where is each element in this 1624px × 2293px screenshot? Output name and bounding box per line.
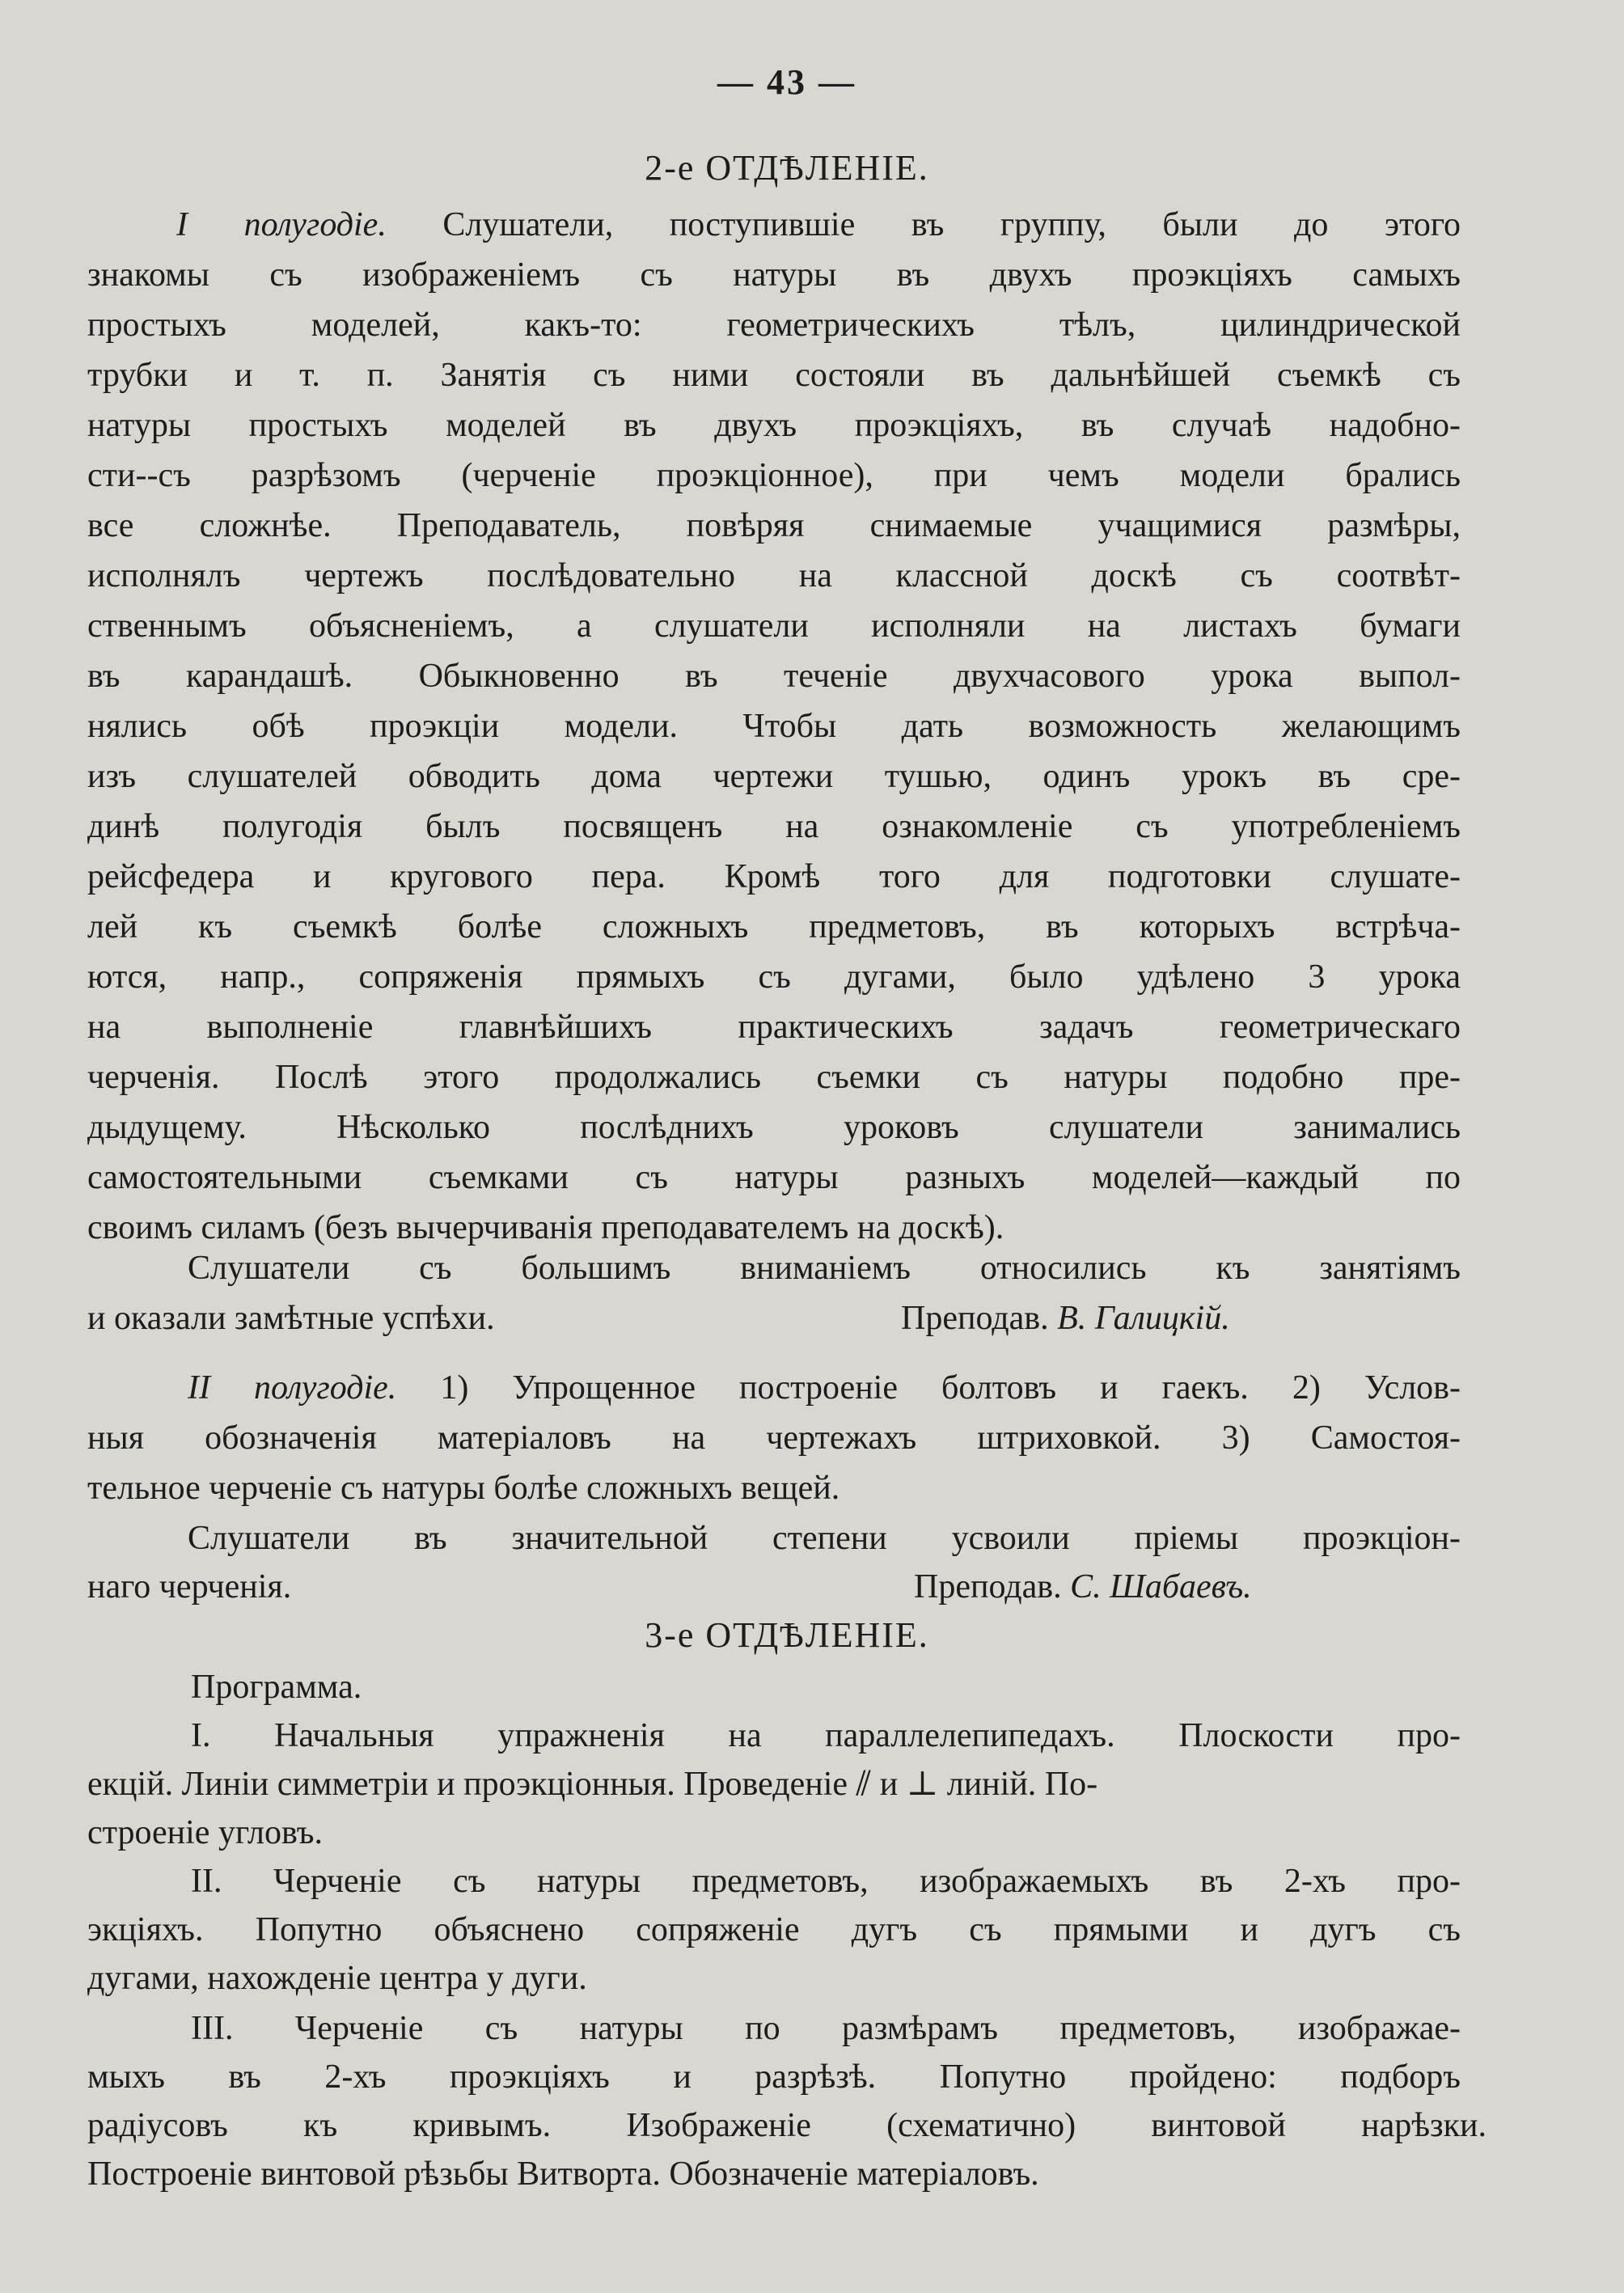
paragraph-line: знакомы съ изображеніемъ съ натуры въ двухъ проэкціяхъ самыхъ bbox=[87, 256, 1461, 294]
paragraph-line: черченія. Послѣ этого продолжались съемки съ натуры подобно пре- bbox=[87, 1059, 1461, 1096]
paragraph-line: все сложнѣе. Преподаватель, повѣряя снимаемые учащимися размѣры, bbox=[87, 507, 1461, 544]
paragraph-line: своимъ силамъ (безъ вычерчиванія преподавателемъ на доскѣ). bbox=[87, 1209, 1004, 1246]
program-item-2-line: экціяхъ. Попутно объяснено сопряженіе дугъ съ прямыми и дугъ съ bbox=[87, 1911, 1461, 1948]
program-item-2-line: II. Черченіе съ натуры предметовъ, изображаемыхъ въ 2-хъ про- bbox=[191, 1863, 1461, 1900]
paragraph-line: лей къ съемкѣ болѣе сложныхъ предметовъ, въ которыхъ встрѣча- bbox=[87, 908, 1461, 946]
paragraph-line: Слушатели съ большимъ вниманіемъ относились къ занятіямъ bbox=[188, 1250, 1461, 1287]
program-item-3-line: Построеніе винтовой рѣзьбы Витворта. Обозначеніе матеріаловъ. bbox=[87, 2156, 1039, 2193]
program-item-3-line: III. Черченіе съ натуры по размѣрамъ предметовъ, изображае- bbox=[191, 2010, 1461, 2047]
program-label: Программа. bbox=[191, 1669, 362, 1706]
signature-shabaev bbox=[914, 1563, 1480, 1611]
paragraph-line bbox=[176, 201, 1461, 249]
paragraph-line: ются, напр., сопряженія прямыхъ съ дугами, было удѣлено 3 урока bbox=[87, 958, 1461, 996]
program-item-3-line: радіусовъ къ кривымъ. Изображеніе (схематично) винтовой нарѣзки. bbox=[87, 2107, 1487, 2144]
program-item-1-line: строеніе угловъ. bbox=[87, 1814, 324, 1851]
paragraph-text: екцій. Линіи симметріи и проэкціонныя. Проведеніе bbox=[87, 1766, 848, 1803]
paragraph-line: въ карандашѣ. Обыкновенно въ теченіе двухчасового урока выпол- bbox=[87, 658, 1461, 695]
signature-name: С. Шабаевъ. bbox=[1070, 1568, 1252, 1606]
paragraph-line: ныя обозначенія матеріаловъ на чертежахъ штриховкой. 3) Самостоя- bbox=[87, 1419, 1461, 1457]
paragraph-line: динѣ полугодія былъ посвященъ на ознакомленіе съ употребленіемъ bbox=[87, 808, 1461, 845]
signature-name: В. Галицкій. bbox=[1057, 1300, 1230, 1337]
paragraph-line: и оказали замѣтные успѣхи. bbox=[87, 1300, 495, 1337]
paragraph-line: рейсфедера и кругового пера. Кромѣ того для подготовки слушате- bbox=[87, 858, 1461, 895]
paragraph-text: линій. По- bbox=[946, 1766, 1098, 1803]
paragraph-line: наго черченія. bbox=[87, 1568, 292, 1606]
paragraph-line: на выполненіе главнѣйшихъ практическихъ задачъ геометрическаго bbox=[87, 1009, 1461, 1046]
program-item-1-line bbox=[87, 1760, 1461, 1809]
perpendicular-symbol: ⊥ bbox=[906, 1766, 939, 1803]
page-number: — 43 — bbox=[717, 62, 856, 102]
paragraph-line bbox=[188, 1364, 1461, 1412]
paragraph-line: натуры простыхъ моделей въ двухъ проэкціяхъ, въ случаѣ надобно- bbox=[87, 407, 1461, 444]
paragraph-line: ственнымъ объясненіемъ, а слушатели исполняли на листахъ бумаги bbox=[87, 607, 1461, 645]
paragraph-line: изъ слушателей обводить дома чертежи тушью, одинъ урокъ въ сре- bbox=[87, 758, 1461, 795]
paragraph-text: 1) Упрощенное построеніе болтовъ и гаекъ. 2) Услов- bbox=[396, 1369, 1461, 1407]
paragraph-line: нялись обѣ проэкціи модели. Чтобы дать возможность желающимъ bbox=[87, 708, 1461, 745]
semester-label: II полугодіе. bbox=[188, 1369, 397, 1407]
paragraph-line: трубки и т. п. Занятія съ ними состояли въ дальнѣйшей съемкѣ съ bbox=[87, 357, 1461, 394]
paragraph-line: простыхъ моделей, какъ-то: геометрическихъ тѣлъ, цилиндрической bbox=[87, 307, 1461, 344]
paragraph-line: дыдущему. Нѣсколько послѣднихъ уроковъ слушатели занимались bbox=[87, 1109, 1461, 1146]
paragraph-line: тельное черченіе съ натуры болѣе сложныхъ вещей. bbox=[87, 1470, 840, 1507]
semester-label: I полугодіе. bbox=[176, 206, 387, 243]
signature-prefix: Преподав. bbox=[901, 1300, 1049, 1337]
signature-galitsky bbox=[901, 1294, 1467, 1343]
paragraph-line: сти--съ разрѣзомъ (черченіе проэкціонное), при чемъ модели брались bbox=[87, 457, 1461, 494]
program-item-3-line: мыхъ въ 2-хъ проэкціяхъ и разрѣзѣ. Попутно пройдено: подборъ bbox=[87, 2058, 1461, 2096]
paragraph-line: самостоятельными съемками съ натуры разныхъ моделей—каждый по bbox=[87, 1159, 1461, 1196]
signature-prefix: Преподав. bbox=[914, 1568, 1062, 1606]
paragraph-line: исполнялъ чертежъ послѣдовательно на классной доскѣ съ соотвѣт- bbox=[87, 557, 1461, 594]
paragraph-line: Слушатели въ значительной степени усвоили пріемы проэкціон- bbox=[188, 1520, 1461, 1557]
program-item-2-line: дугами, нахожденіе центра у дуги. bbox=[87, 1960, 587, 1997]
section-2-title: 2-е ОТДѢЛЕНІЕ. bbox=[645, 148, 929, 188]
paragraph-text: Слушатели, поступившіе въ группу, были до этого bbox=[386, 206, 1461, 243]
parallel-symbol: ⫽ bbox=[856, 1766, 872, 1803]
paragraph-text: и bbox=[879, 1766, 899, 1803]
program-item-1-line: I. Начальныя упражненія на параллелепипедахъ. Плоскости про- bbox=[191, 1717, 1461, 1754]
section-3-title: 3-е ОТДѢЛЕНІЕ. bbox=[645, 1615, 929, 1655]
